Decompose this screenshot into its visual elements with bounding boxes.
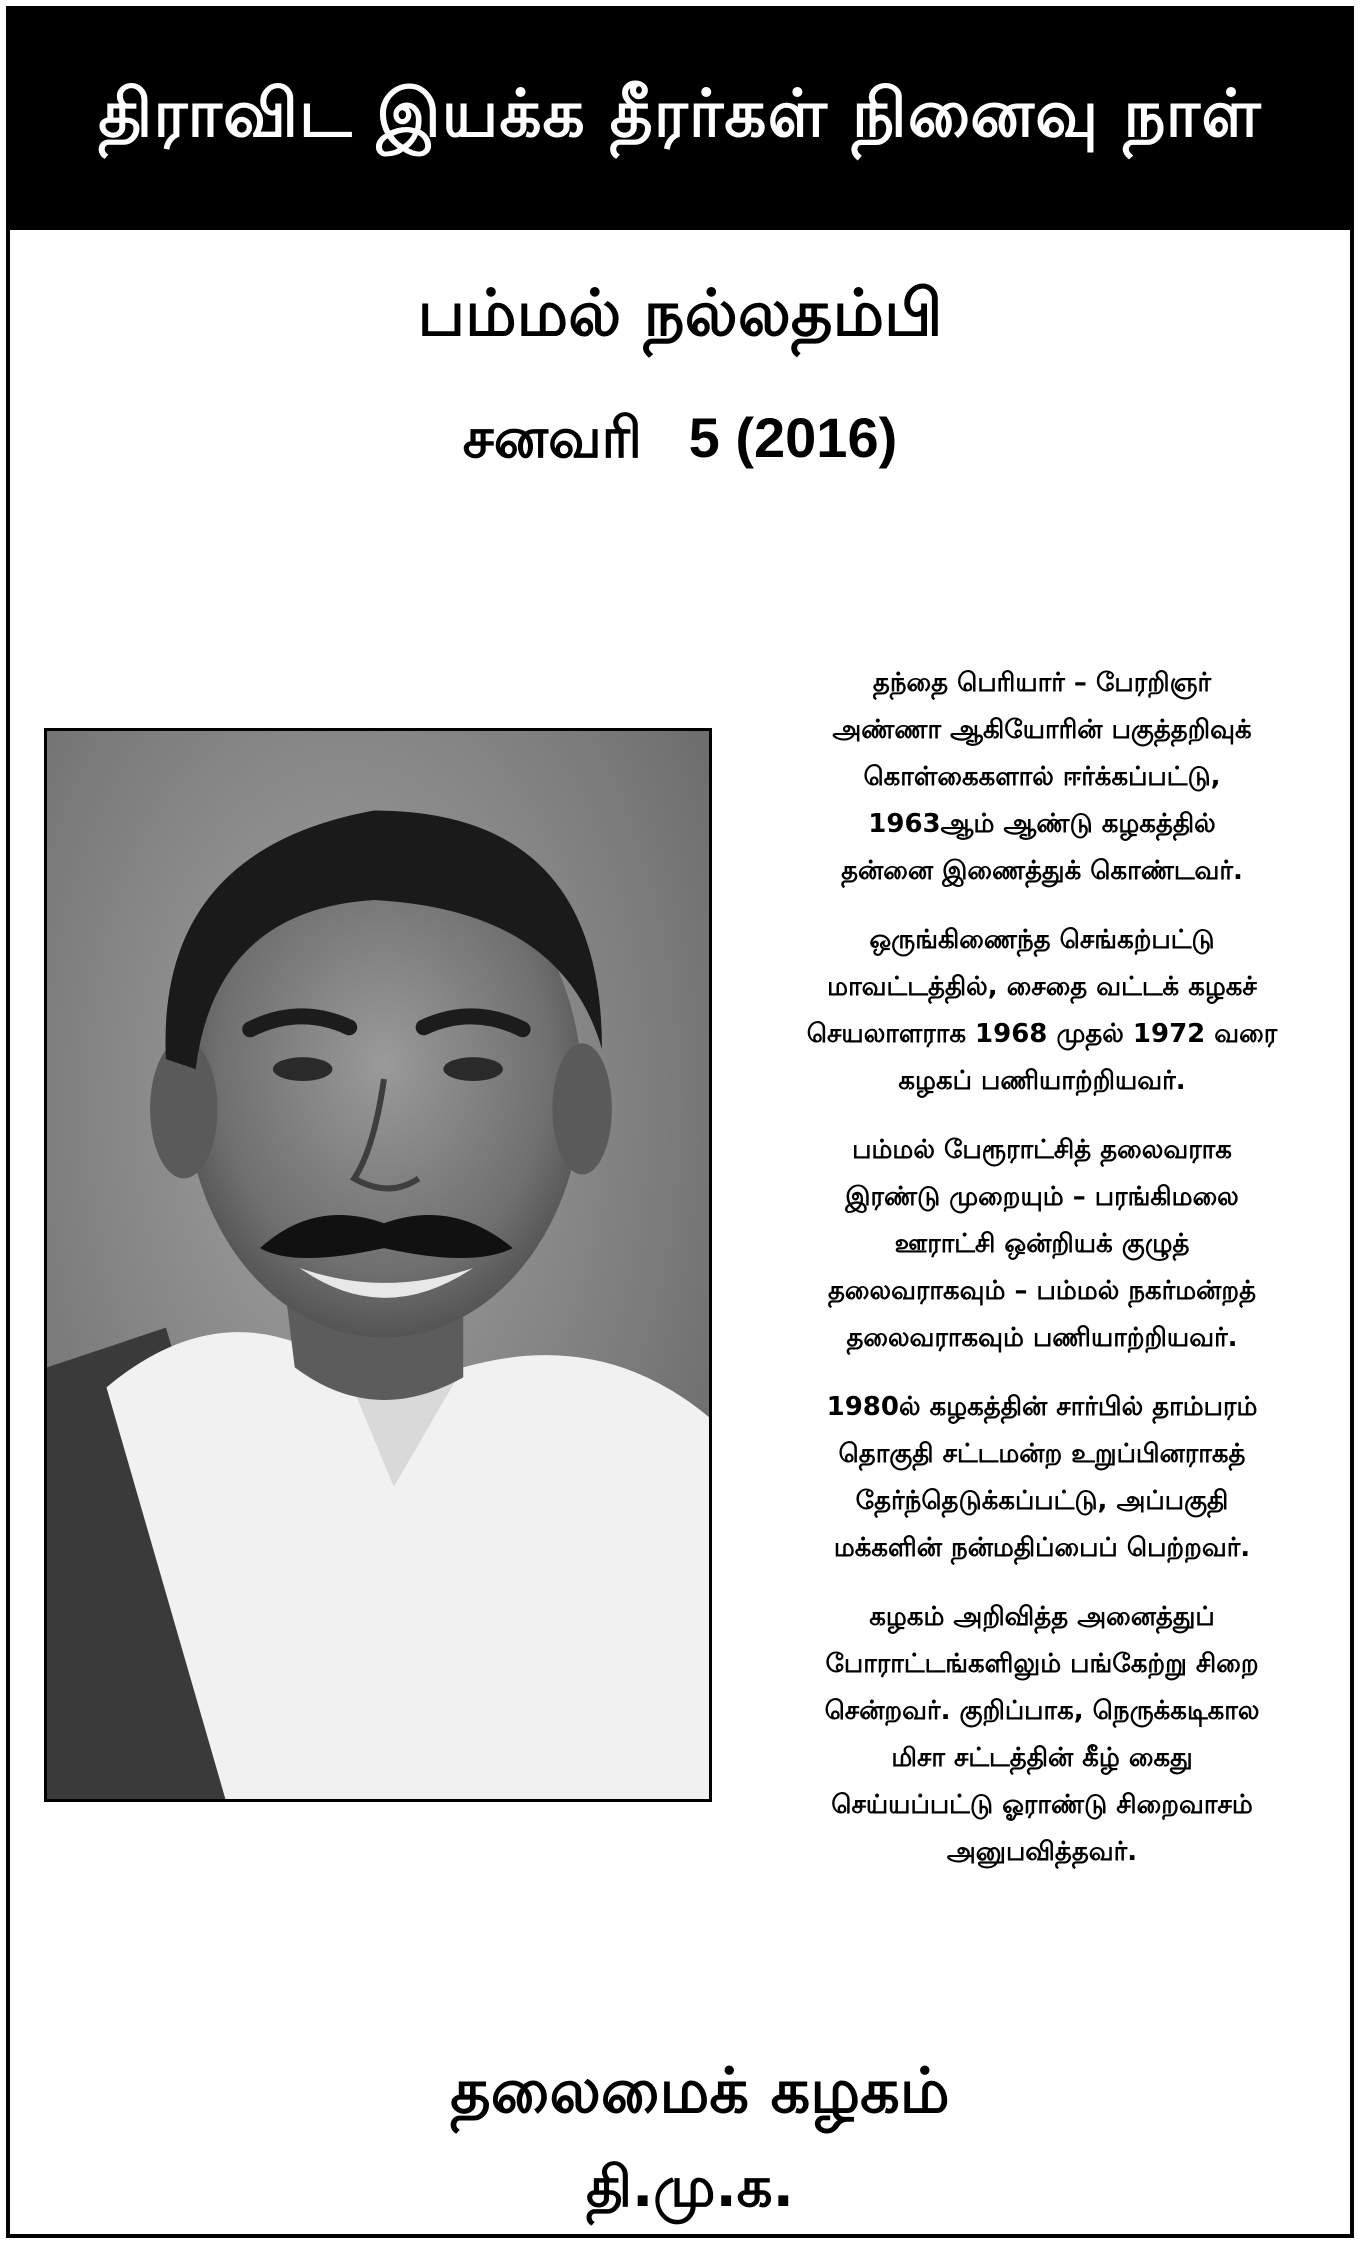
- notice-frame: [6, 6, 1354, 2238]
- bio-line: ஒருங்கிணைந்த செங்கற்பட்டு: [869, 925, 1215, 955]
- signatory-organization: தலைமைக் கழகம்: [450, 2054, 950, 2127]
- bio-line: அண்ணா ஆகியோரின் பகுத்தறிவுக்: [832, 715, 1252, 745]
- header-banner: [10, 10, 1350, 230]
- bio-paragraph: [722, 917, 1362, 1105]
- bio-line: மாவட்டத்தில், சைதை வட்டக் கழகச்: [827, 972, 1257, 1002]
- bio-line: தலைவராகவும் – பம்மல் நகர்மன்றத்: [827, 1276, 1257, 1306]
- bio-line: ஊராட்சி ஒன்றியக் குழுத்: [894, 1229, 1190, 1259]
- bio-line: தன்னை இணைத்துக் கொண்டவர்.: [841, 856, 1243, 886]
- bio-line: மக்களின் நன்மதிப்பைப் பெற்றவர்.: [833, 1533, 1251, 1563]
- bio-line: செய்யப்பட்டு ஓராண்டு சிறைவாசம்: [831, 1790, 1253, 1820]
- portrait-photo-icon: [47, 731, 709, 1799]
- portrait-photo: [44, 728, 712, 1802]
- bio-line: 1963ஆம் ஆண்டு கழகத்தில்: [868, 809, 1216, 839]
- bio-line: 1980ல் கழகத்தின் சார்பில் தாம்பரம்: [826, 1392, 1258, 1422]
- bio-line: தலைவராகவும் பணியாற்றியவர்.: [846, 1323, 1238, 1353]
- bio-line: செயலாளராக 1968 முதல் 1972 வரை: [806, 1019, 1278, 1049]
- bio-line: அனுபவித்தவர்.: [946, 1837, 1138, 1867]
- bio-line: கொள்கைகளால் ஈர்க்கப்பட்டு,: [863, 762, 1221, 792]
- bio-line: போராட்டங்களிலும் பங்கேற்று சிறை: [825, 1649, 1259, 1679]
- bio-paragraph: [722, 1594, 1362, 1876]
- bio-line: தந்தை பெரியார் – பேரறிஞர்: [872, 668, 1212, 698]
- bio-line: தேர்ந்தெடுக்கப்பட்டு, அப்பகுதி: [855, 1486, 1229, 1516]
- memorial-date: சனவரி 5 (2016): [462, 406, 898, 469]
- bio-paragraph: [722, 660, 1362, 895]
- bio-line: கழகம் அறிவித்த அனைத்துப்: [869, 1602, 1215, 1632]
- bio-line: தொகுதி சட்டமன்ற உறுப்பினராகத்: [838, 1439, 1246, 1469]
- signatory-party: தி.மு.க.: [586, 2155, 794, 2220]
- biography: [722, 660, 1362, 1898]
- bio-paragraph: [722, 1384, 1362, 1572]
- bio-line: பம்மல் பேரூராட்சித் தலைவராக: [852, 1135, 1232, 1165]
- bio-line: கழகப் பணியாற்றியவர்.: [898, 1066, 1186, 1096]
- bio-line: சென்றவர். குறிப்பாக, நெருக்கடிகால: [824, 1696, 1260, 1726]
- bio-line: மிசா சட்டத்தின் கீழ் கைது: [891, 1743, 1193, 1773]
- person-name: பம்மல் நல்லதம்பி: [417, 277, 943, 351]
- banner-title: திராவிட இயக்க தீரர்கள் நினைவு நாள்: [98, 75, 1262, 152]
- bio-paragraph: [722, 1127, 1362, 1362]
- bio-line: இரண்டு முறையும் – பரங்கிமலை: [845, 1182, 1239, 1212]
